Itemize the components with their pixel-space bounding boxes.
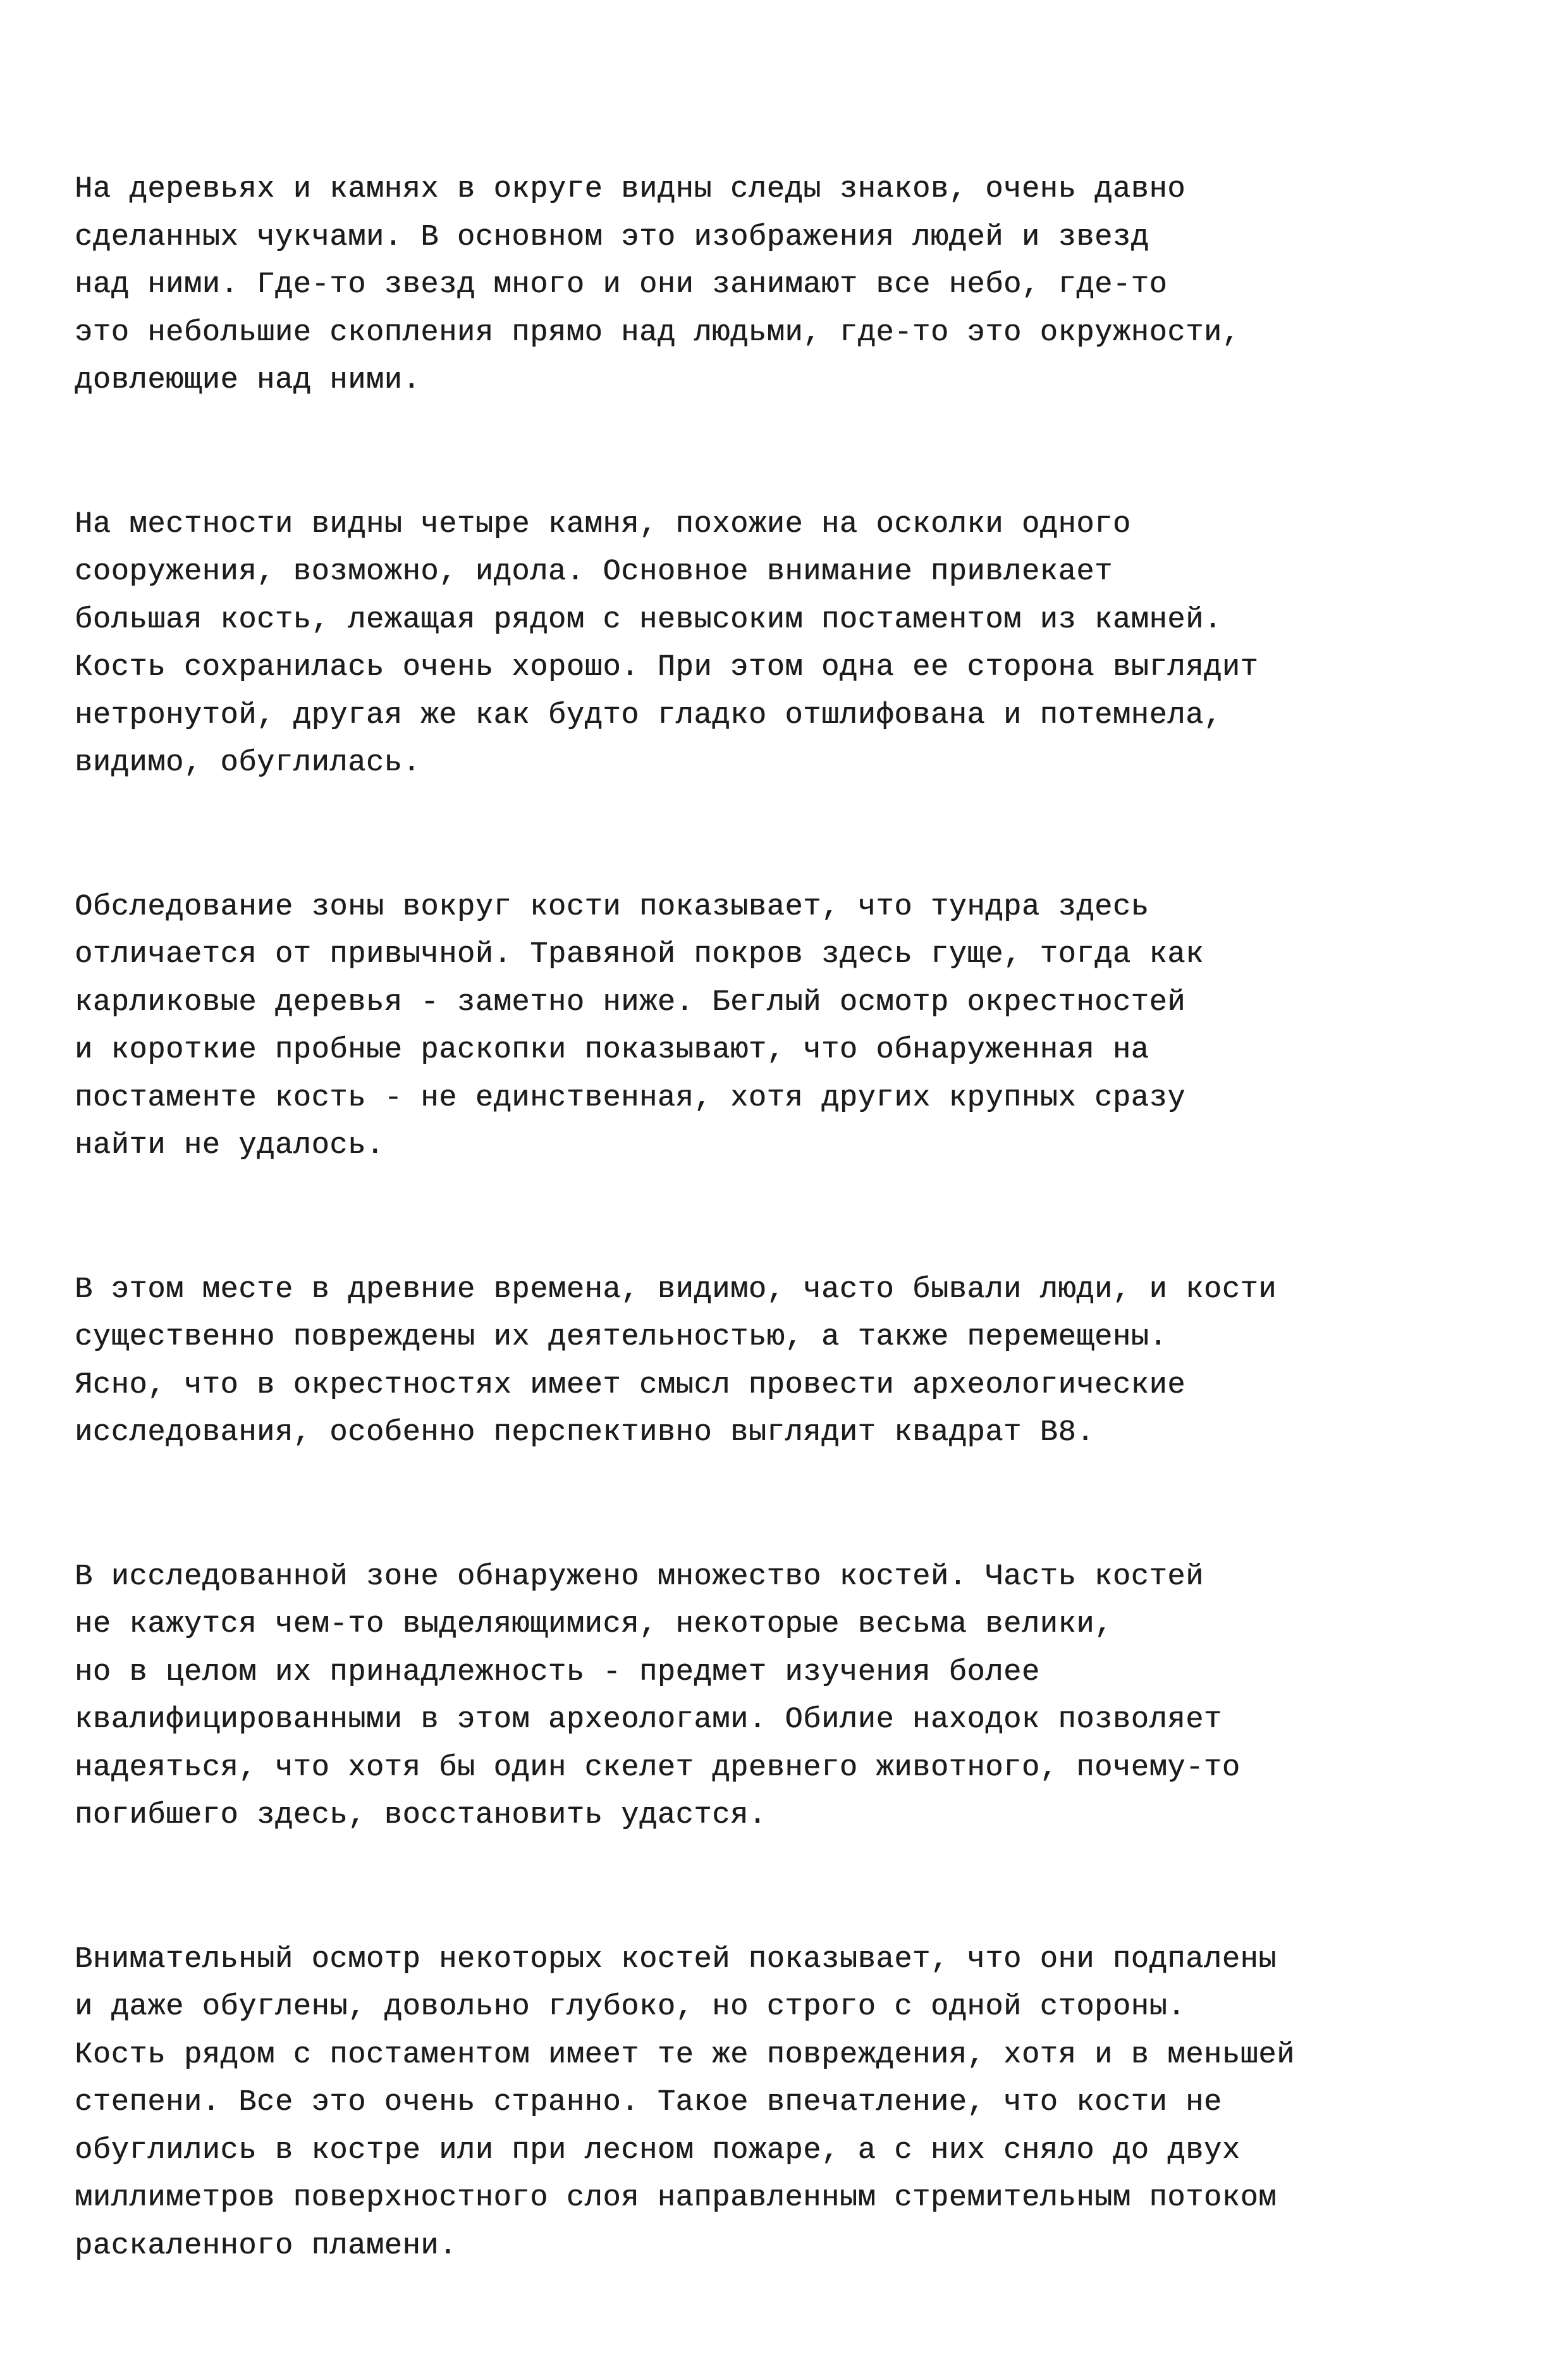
text-line: На местности видны четыре камня, похожие на осколки одного — [75, 507, 1131, 541]
text-line: сооружения, возможно, идола. Основное внимание привлекает — [75, 555, 1113, 589]
text-line: видимо, обуглилась. — [75, 746, 421, 780]
text-line: погибшего здесь, восстановить удастся. — [75, 1799, 767, 1832]
text-line: раскаленного пламени. — [75, 2229, 457, 2263]
text-line: В исследованной зоне обнаружено множество костей. Часть костей — [75, 1560, 1204, 1594]
text-line: отличается от привычной. Травяной покров здесь гуще, тогда как — [75, 938, 1204, 971]
paragraph-5 — [75, 1553, 1516, 1840]
text-line: постаменте кость - не единственная, хотя других крупных сразу — [75, 1081, 1186, 1115]
text-line: не кажутся чем-то выделяющимися, некоторые весьма велики, — [75, 1608, 1113, 1641]
text-line: над ними. Где-то звезд много и они занимают все небо, где-то — [75, 268, 1168, 302]
text-line: надеяться, что хотя бы один скелет древнего животного, почему-то — [75, 1751, 1240, 1785]
paragraph-2 — [75, 501, 1516, 787]
text-line: большая кость, лежащая рядом с невысоким постаментом из камней. — [75, 603, 1222, 637]
text-line: карликовые деревья - заметно ниже. Беглый осмотр окрестностей — [75, 985, 1186, 1020]
text-line: квалифицированными в этом археологами. Обилие находок позволяет — [75, 1703, 1222, 1737]
text-line: Кость сохранилась очень хорошо. При этом одна ее сторона выглядит — [75, 651, 1259, 684]
text-line: исследования, особенно перспективно выглядит квадрат В8. — [75, 1416, 1095, 1450]
text-line: существенно повреждены их деятельностью, а также перемещены. — [75, 1321, 1168, 1354]
text-line: Внимательный осмотр некоторых костей показывает, что они подпалены — [75, 1942, 1277, 1976]
text-line: миллиметров поверхностного слоя направленным стремительным потоком — [75, 2181, 1277, 2215]
text-line: Обследование зоны вокруг кости показывает, что тундра здесь — [75, 890, 1149, 924]
text-line: и короткие пробные раскопки показывают, что обнаруженная на — [75, 1033, 1149, 1067]
text-line: Кость рядом с постаментом имеет те же повреждения, хотя и в меньшей — [75, 2038, 1295, 2072]
text-line: сделанных чукчами. В основном это изображения людей и звезд — [75, 220, 1149, 254]
paragraph-3 — [75, 884, 1516, 1170]
text-line: нетронутой, другая же как будто гладко отшлифована и потемнела, — [75, 698, 1222, 732]
paragraph-6 — [75, 1936, 1516, 2270]
text-line: Ясно, что в окрестностях имеет смысл провести археологические — [75, 1368, 1186, 1402]
text-line: На деревьях и камнях в округе видны следы знаков, очень давно — [75, 173, 1186, 206]
text-line: найти не удалось. — [75, 1129, 384, 1162]
text-line: это небольшие скопления прямо над людьми, где-то это окружности, — [75, 316, 1240, 350]
text-line: и даже обуглены, довольно глубоко, но строго с одной стороны. — [75, 1990, 1186, 2024]
text-line: обуглились в костре или при лесном пожаре, а с них сняло до двух — [75, 2133, 1240, 2167]
text-line: довлеющие над ними. — [75, 364, 421, 397]
text-line: но в целом их принадлежность - предмет изучения более — [75, 1655, 1040, 1689]
text-line: В этом месте в древние времена, видимо, часто бывали люди, и кости — [75, 1272, 1277, 1307]
text-line: степени. Все это очень странно. Такое впечатление, что кости не — [75, 2086, 1222, 2119]
paragraph-4 — [75, 1266, 1516, 1457]
paragraph-1 — [75, 166, 1516, 405]
document-body — [75, 166, 1516, 2366]
